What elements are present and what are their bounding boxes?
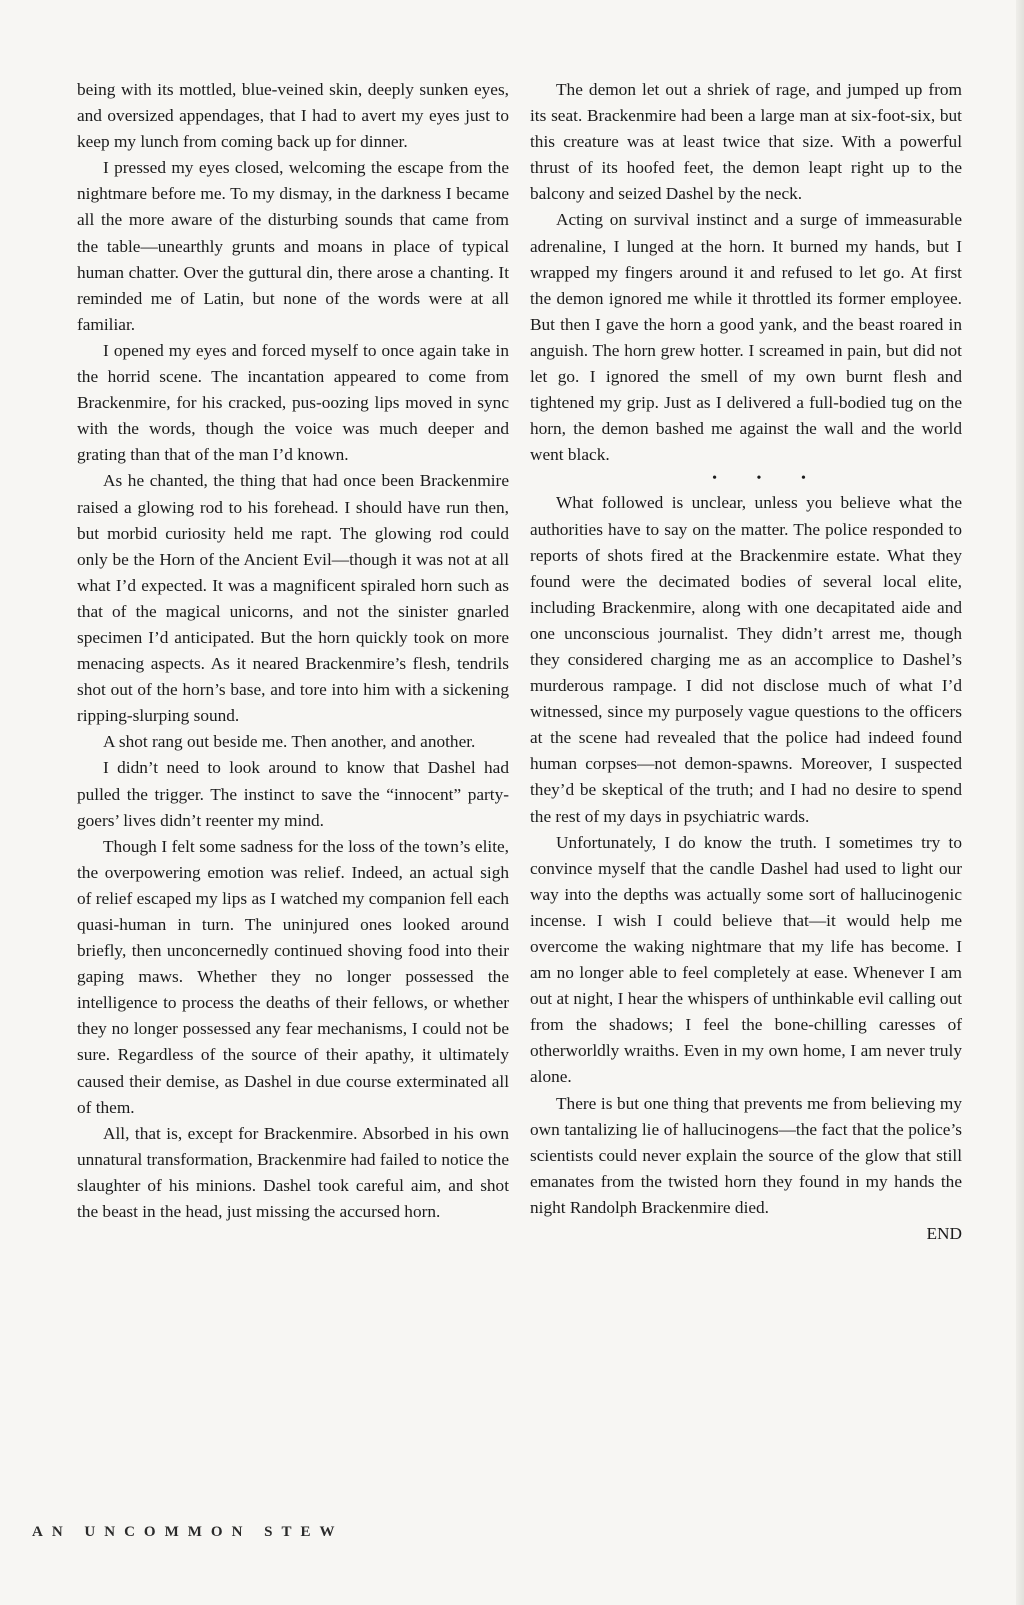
end-mark: END [926, 1224, 962, 1244]
paragraph: I opened my eyes and forced myself to once again take in the horrid scene. The incantation appeared to come from Brackenmire, for his cracked, pus-oozing lips moved in sync with the words, though the voice was much deeper and grating than that of the man I’d known. [77, 340, 509, 465]
running-footer: AN UNCOMMON STEW [32, 1524, 344, 1540]
right-column [530, 77, 962, 1247]
page-edge-shadow [1016, 0, 1024, 1605]
paragraph: Unfortunately, I do know the truth. I sometimes try to convince myself that the candle Dashel had used to light our way into the depths was actually some sort of hallucinogenic incense. I wish I could believe that—it would help me overcome the waking nightmare that my life has become. I am no longer able to feel completely at ease. Whenever I am out at night, I hear the whispers of unthinkable evil calling out from the shadows; I feel the bone-chilling caresses of otherworldly wraiths. Even in my own home, I am never truly alone. [530, 832, 962, 1087]
paragraph: All, that is, except for Brackenmire. Absorbed in his own unnatural transformation, Brackenmire had failed to notice the slaughter of his minions. Dashel took careful aim, and shot the beast in the head, just missing the accursed horn. [77, 1123, 509, 1222]
paragraph: being with its mottled, blue-veined skin, deeply sunken eyes, and oversized appendages, that I had to avert my eyes just to keep my lunch from coming back up for dinner. [77, 80, 509, 152]
paragraph: I didn’t need to look around to know that Dashel had pulled the trigger. The instinct to save the “innocent” party-goers’ lives didn’t reenter my mind. [77, 758, 509, 830]
paragraph: As he chanted, the thing that had once been Brackenmire raised a glowing rod to his forehead. I should have run then, but morbid curiosity held me rapt. The glowing rod could only be the Horn of the Ancient Evil—though it was not at all what I’d expected. It was a magnificent spiraled horn such as that of the magical unicorns, and not the sinister gnarled specimen I’d anticipated. But the horn quickly took on more menacing aspects. As it neared Brackenmire’s flesh, tendrils shot out of the horn’s base, and tore into him with a sickening ripping-slurping sound. [77, 471, 509, 726]
paragraph: What followed is unclear, unless you believe what the authorities have to say on the matter. The police responded to reports of shots fired at the Brackenmire estate. What they found were the decimated bodies of several local elite, including Brackenmire, along with one decapitated aide and one unconscious journalist. They didn’t arrest me, though they considered charging me as an accomplice to Dashel’s murderous rampage. I did not disclose much of what I’d witnessed, since my purposely vague questions to the officers at the scene had revealed that the police had indeed found human corpses—not demon-spawns. Moreover, I suspected they’d be skeptical of the truth; and I had no desire to spend the rest of my days in psychiatric wards. [530, 493, 962, 826]
paragraph: Acting on survival instinct and a surge of immeasurable adrenaline, I lunged at the horn. It burned my hands, but I wrapped my fingers around it and refused to let go. At first the demon ignored me while it throttled its former employee. But then I gave the horn a good yank, and the beast roared in anguish. The horn grew hotter. I screamed in pain, but did not let go. I ignored the smell of my own burnt flesh and tightened my grip. Just as I delivered a full-bodied tug on the horn, the demon bashed me against the wall and the world went black. [530, 210, 962, 465]
paragraph: I pressed my eyes closed, welcoming the escape from the nightmare before me. To my dismay, in the darkness I became all the more aware of the disturbing sounds that came from the table—unearthly grunts and moans in place of typical human chatter. Over the guttural din, there arose a chanting. It reminded me of Latin, but none of the words were at all familiar. [77, 158, 509, 334]
paragraph: A shot rang out beside me. Then another, and another. [103, 732, 476, 752]
paragraph: There is but one thing that prevents me from believing my own tantalizing lie of hallucinogens—the fact that the police’s scientists could never explain the source of the glow that still emanates from the twisted horn they found in my hands the night Randolph Brackenmire died. [530, 1093, 962, 1217]
left-column [77, 77, 509, 1225]
section-break: • • • [712, 471, 824, 487]
paragraph: Though I felt some sadness for the loss of the town’s elite, the overpowering emotion was relief. Indeed, an actual sigh of relief escaped my lips as I watched my companion fell each quasi-human in turn. The uninjured ones looked around briefly, then unconcernedly continued shoving food into their gaping maws. Whether they no longer possessed the intelligence to process the deaths of their fellows, or whether they no longer possessed any fear mechanisms, I could not be sure. Regardless of the source of their apathy, it ultimately caused their demise, as Dashel in due course exterminated all of them. [77, 836, 509, 1117]
paragraph: The demon let out a shriek of rage, and jumped up from its seat. Brackenmire had been a large man at six-foot-six, but this creature was at least twice that size. With a powerful thrust of its hoofed feet, the demon leapt right up to the balcony and seized Dashel by the neck. [530, 80, 962, 204]
